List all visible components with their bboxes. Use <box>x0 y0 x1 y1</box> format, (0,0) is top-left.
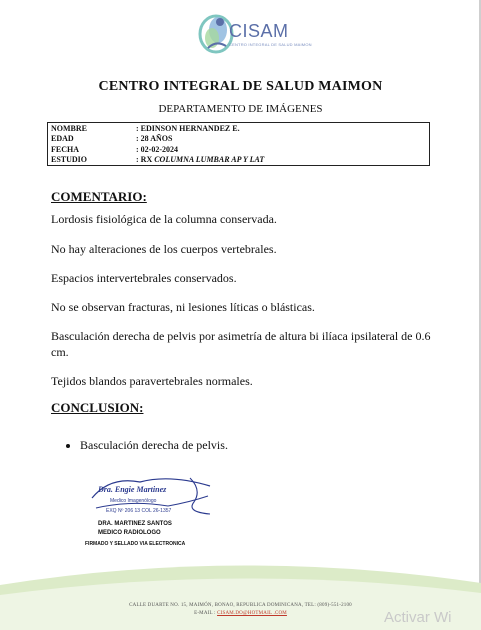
patient-value: : EDINSON HERNANDEZ E. <box>136 124 240 133</box>
comment-paragraph: No hay alteraciones de los cuerpos vertebrales. <box>51 242 277 256</box>
email-label: E-MAIL : <box>194 611 218 616</box>
patient-label: EDAD <box>51 134 74 143</box>
patient-value: : 28 AÑOS <box>136 134 173 143</box>
patient-label: FECHA <box>51 145 79 154</box>
comment-paragraph: No se observan fracturas, ni lesiones líticas o blásticas. <box>51 300 315 314</box>
stamp-title: Medico Imagenólogo <box>110 498 157 504</box>
patient-label: NOMBRE <box>51 124 87 133</box>
signature-note: FIRMADO Y SELLADO VIA ELECTRONICA <box>85 541 186 547</box>
footer-address: CALLE DUARTE NO. 15, MAIMÓN, BONAO, REPUBLICA DOMINICANA, TEL: (809)-551-2100 <box>129 603 352 608</box>
comment-paragraph: Basculación derecha de pelvis por asimetría de altura bi ilíaca ipsilateral de 0.6 cm. <box>51 329 431 359</box>
stamp-name: Dra. Engie Martinez <box>98 485 167 494</box>
signer-role: MEDICO RADIOLOGO <box>98 530 161 536</box>
patient-value <box>136 155 264 165</box>
signature-stamp <box>90 472 220 518</box>
study-name: COLUMNA LUMBAR AP Y LAT <box>154 155 265 164</box>
page-title: CENTRO INTEGRAL DE SALUD MAIMON <box>98 79 383 94</box>
department-subtitle: DEPARTAMENTO DE IMÁGENES <box>158 103 323 115</box>
signer-name: DRA. MARTINEZ SANTOS <box>98 521 172 527</box>
activation-watermark: Activar Wi <box>384 609 452 626</box>
email-link[interactable]: CISAM.DO@HOTMAIL .COM <box>217 611 287 616</box>
conclusion-item: Basculación derecha de pelvis. <box>80 438 228 452</box>
study-prefix: : RX <box>136 155 155 164</box>
patient-info-box <box>47 122 430 166</box>
logo-subtext: CENTRO INTEGRAL DE SALUD MAIMON <box>229 42 312 47</box>
stamp-license: EXQ Nº 206 13 COL 26-1357 <box>106 508 172 514</box>
comment-heading: COMENTARIO: <box>51 189 147 204</box>
comment-paragraph: Tejidos blandos paravertebrales normales. <box>51 374 253 388</box>
patient-label: ESTUDIO <box>51 155 88 164</box>
cisam-logo <box>196 10 312 56</box>
comment-paragraph: Lordosis fisiológica de la columna conservada. <box>51 212 277 226</box>
logo-text: CISAM <box>229 21 289 41</box>
conclusion-heading: CONCLUSION: <box>51 400 144 415</box>
comment-paragraph: Espacios intervertebrales conservados. <box>51 271 237 285</box>
bullet-icon <box>66 444 70 448</box>
patient-value: : 02-02-2024 <box>136 145 178 154</box>
